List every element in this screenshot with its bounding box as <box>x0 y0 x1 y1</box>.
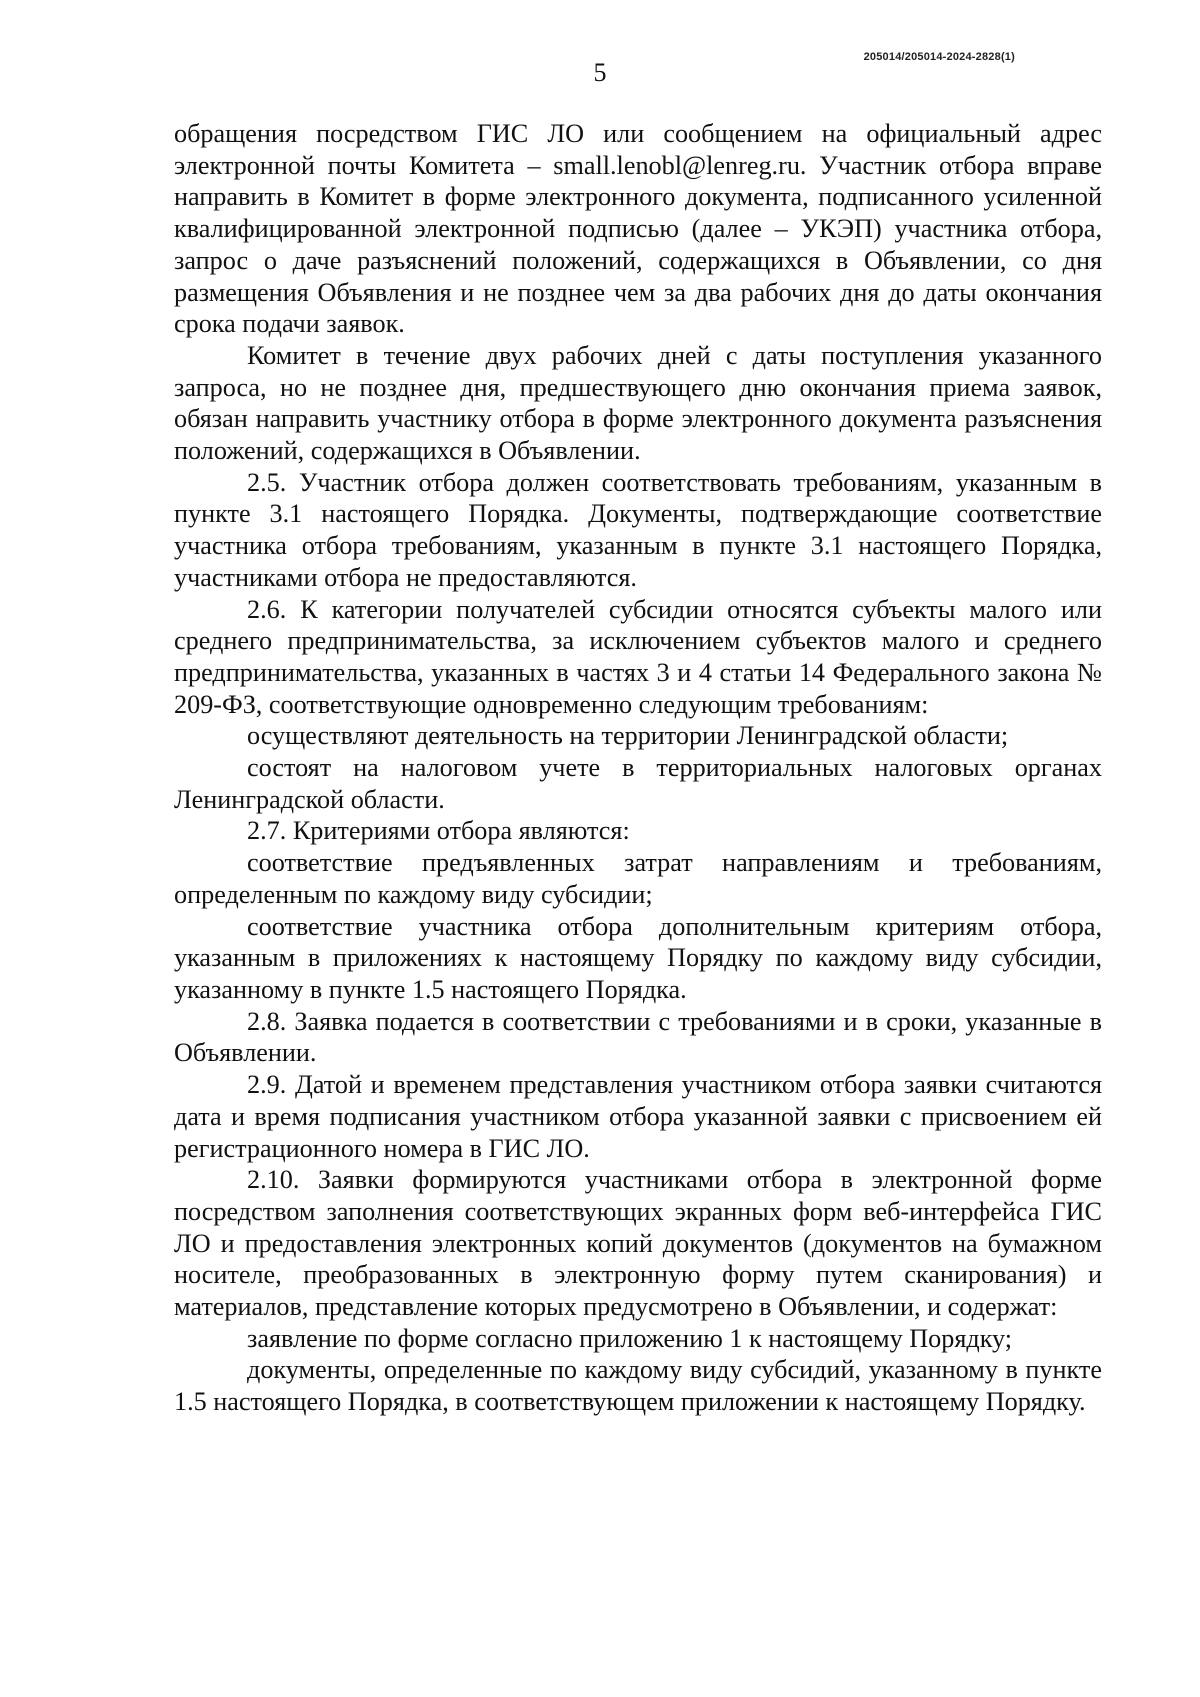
document-registration-number: 205014/205014-2024-2828(1) <box>863 51 1015 63</box>
page-number: 5 <box>593 58 607 87</box>
paragraph-2-5: 2.5. Участник отбора должен соответствовать требованиям, указанным в пункте 3.1 настоящего Порядка. Документы, подтверждающие соответствие участника отбора требованиям, указанным в пункте 3.1 настоящего Порядка, участниками отбора не предоставляются. <box>174 467 1102 592</box>
paragraph-2-6-requirement-1: осуществляют деятельность на территории Ленинградской области; <box>247 721 1009 751</box>
paragraph-2-7: 2.7. Критериями отбора являются: <box>247 816 630 846</box>
paragraph-2-7-criterion-2: соответствие участника отбора дополнительным критериям отбора, указанным в приложениях к настоящему Порядку по каждому виду субсидии, указанному в пункте 1.5 настоящего Порядка. <box>174 911 1102 1004</box>
paragraph-2-6: 2.6. К категории получателей субсидии относятся субъекты малого или среднего предпринимательства, за исключением субъектов малого и среднего предпринимательства, указанных в частях 3 и 4 статьи 14 Федерального закона № 209-ФЗ, соответствующие одновременно следующим требованиям: <box>174 594 1102 719</box>
paragraph-2-6-requirement-2: состоят на налоговом учете в территориальных налоговых органах Ленинградской области. <box>174 753 1102 814</box>
paragraph-2-10: 2.10. Заявки формируются участниками отбора в электронной форме посредством заполнения соответствующих экранных форм веб-интерфейса ГИС ЛО и предоставления электронных копий документов (документов на бумажном носителе, преобразованных в электронную форму путем сканирования) и материалов, представление которых предусмотрено в Объявлении, и содержат: <box>174 1165 1102 1322</box>
paragraph-2-10-item-1: заявление по форме согласно приложению 1 к настоящему Порядку; <box>247 1323 1013 1353</box>
paragraph-2-8: 2.8. Заявка подается в соответствии с требованиями и в сроки, указанные в Объявлении. <box>174 1006 1102 1068</box>
paragraph-2-9: 2.9. Датой и временем представления участником отбора заявки считаются дата и время подписания участником отбора указанной заявки с присвоением ей регистрационного номера в ГИС ЛО. <box>174 1070 1102 1163</box>
paragraph-request-continuation: обращения посредством ГИС ЛО или сообщением на официальный адрес электронной почты Комитета – small.lenobl@lenreg.ru. Участник отбора вправе направить в Комитет в форме электронного документа, подписанного усиленной квалифицированной электронной подписью (далее – УКЭП) участника отбора, запрос о даче разъяснений положений, содержащихся в Объявлении, со дня размещения Объявления и не позднее чем за два рабочих дня до даты окончания срока подачи заявок. <box>174 119 1102 339</box>
paragraph-2-10-item-2: документы, определенные по каждому виду субсидий, указанному в пункте 1.5 настоящего Порядка, в соответствующем приложении к настоящему Порядку. <box>174 1355 1102 1417</box>
paragraph-committee-clarification: Комитет в течение двух рабочих дней с даты поступления указанного запроса, но не позднее дня, предшествующего дню окончания приема заявок, обязан направить участнику отбора в форме электронного документа разъяснения положений, содержащихся в Объявлении. <box>174 340 1102 466</box>
paragraph-2-7-criterion-1: соответствие предъявленных затрат направлениям и требованиям, определенным по каждому виду субсидии; <box>174 848 1102 909</box>
document-body <box>174 118 1102 1418</box>
